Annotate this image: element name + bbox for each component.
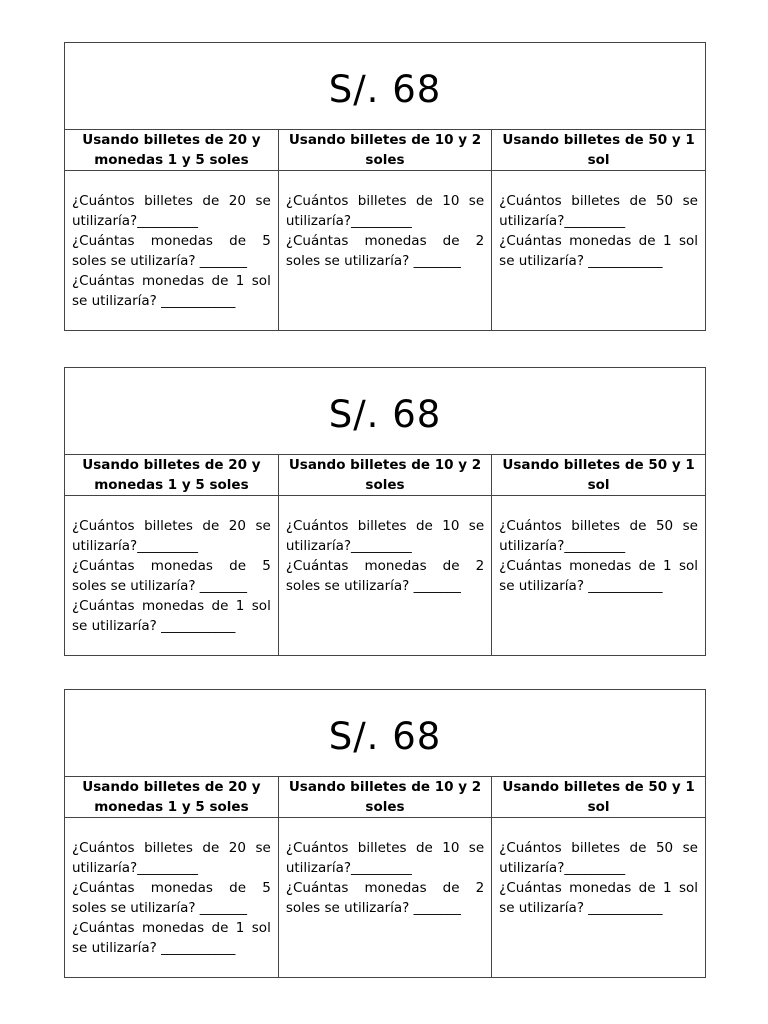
question-monedas-5: ¿Cuántas monedas de 5 soles se utilizaría? _______ xyxy=(72,558,271,594)
question-monedas-1: ¿Cuántas monedas de 1 sol se utilizaría? ___________ xyxy=(72,598,271,634)
amount-title: S/. 68 xyxy=(328,67,442,111)
column-header-50-1: Usando billetes de 50 y 1 sol xyxy=(492,777,705,818)
question-monedas-1: ¿Cuántas monedas de 1 sol se utilizaría? ___________ xyxy=(499,233,698,269)
question-monedas-2: ¿Cuántas monedas de 2 soles se utilizaría? _______ xyxy=(285,233,485,269)
question-billetes-10: ¿Cuántos billetes de 10 se utilizaría?_________ xyxy=(285,193,485,229)
questions-cell-20-5-1 xyxy=(65,818,278,978)
question-monedas-2: ¿Cuántas monedas de 2 soles se utilizaría? _______ xyxy=(285,880,485,916)
questions-cell-10-2 xyxy=(278,496,491,656)
question-monedas-5: ¿Cuántas monedas de 5 soles se utilizaría? _______ xyxy=(72,233,271,269)
question-monedas-1: ¿Cuántas monedas de 1 sol se utilizaría? ___________ xyxy=(499,558,698,594)
amount-cell xyxy=(65,368,705,455)
money-card-2 xyxy=(64,367,706,656)
question-billetes-50: ¿Cuántos billetes de 50 se utilizaría?_________ xyxy=(499,518,698,554)
amount-title: S/. 68 xyxy=(328,392,442,436)
column-header-10-2: Usando billetes de 10 y 2 soles xyxy=(278,777,491,818)
amount-title: S/. 68 xyxy=(328,714,442,758)
questions-cell-50-1 xyxy=(492,496,705,656)
question-monedas-2: ¿Cuántas monedas de 2 soles se utilizaría? _______ xyxy=(285,558,485,594)
questions-cell-50-1 xyxy=(492,171,705,331)
question-billetes-20: ¿Cuántos billetes de 20 se utilizaría?_________ xyxy=(72,193,271,229)
question-billetes-50: ¿Cuántos billetes de 50 se utilizaría?_________ xyxy=(499,840,698,876)
money-card-1 xyxy=(64,42,706,331)
money-card-3 xyxy=(64,689,706,978)
question-monedas-5: ¿Cuántas monedas de 5 soles se utilizaría? _______ xyxy=(72,880,271,916)
questions-cell-20-5-1 xyxy=(65,171,278,331)
amount-cell xyxy=(65,690,705,777)
column-header-10-2: Usando billetes de 10 y 2 soles xyxy=(278,455,491,496)
column-header-50-1: Usando billetes de 50 y 1 sol xyxy=(492,455,705,496)
question-monedas-1: ¿Cuántas monedas de 1 sol se utilizaría? ___________ xyxy=(499,880,698,916)
amount-cell xyxy=(65,43,705,130)
question-billetes-20: ¿Cuántos billetes de 20 se utilizaría?_________ xyxy=(72,518,271,554)
questions-cell-20-5-1 xyxy=(65,496,278,656)
column-header-50-1: Usando billetes de 50 y 1 sol xyxy=(492,130,705,171)
column-header-10-2: Usando billetes de 10 y 2 soles xyxy=(278,130,491,171)
question-billetes-10: ¿Cuántos billetes de 10 se utilizaría?_________ xyxy=(285,840,485,876)
questions-cell-50-1 xyxy=(492,818,705,978)
questions-cell-10-2 xyxy=(278,171,491,331)
question-monedas-1: ¿Cuántas monedas de 1 sol se utilizaría? ___________ xyxy=(72,273,271,309)
money-card-table xyxy=(65,690,705,977)
question-billetes-50: ¿Cuántos billetes de 50 se utilizaría?_________ xyxy=(499,193,698,229)
money-card-table xyxy=(65,368,705,655)
question-billetes-20: ¿Cuántos billetes de 20 se utilizaría?_________ xyxy=(72,840,271,876)
questions-cell-10-2 xyxy=(278,818,491,978)
column-header-20-5-1: Usando billetes de 20 y monedas 1 y 5 soles xyxy=(65,455,278,496)
question-monedas-1: ¿Cuántas monedas de 1 sol se utilizaría? ___________ xyxy=(72,920,271,956)
money-card-table xyxy=(65,43,705,330)
question-billetes-10: ¿Cuántos billetes de 10 se utilizaría?_________ xyxy=(285,518,485,554)
column-header-20-5-1: Usando billetes de 20 y monedas 1 y 5 soles xyxy=(65,777,278,818)
column-header-20-5-1: Usando billetes de 20 y monedas 1 y 5 soles xyxy=(65,130,278,171)
